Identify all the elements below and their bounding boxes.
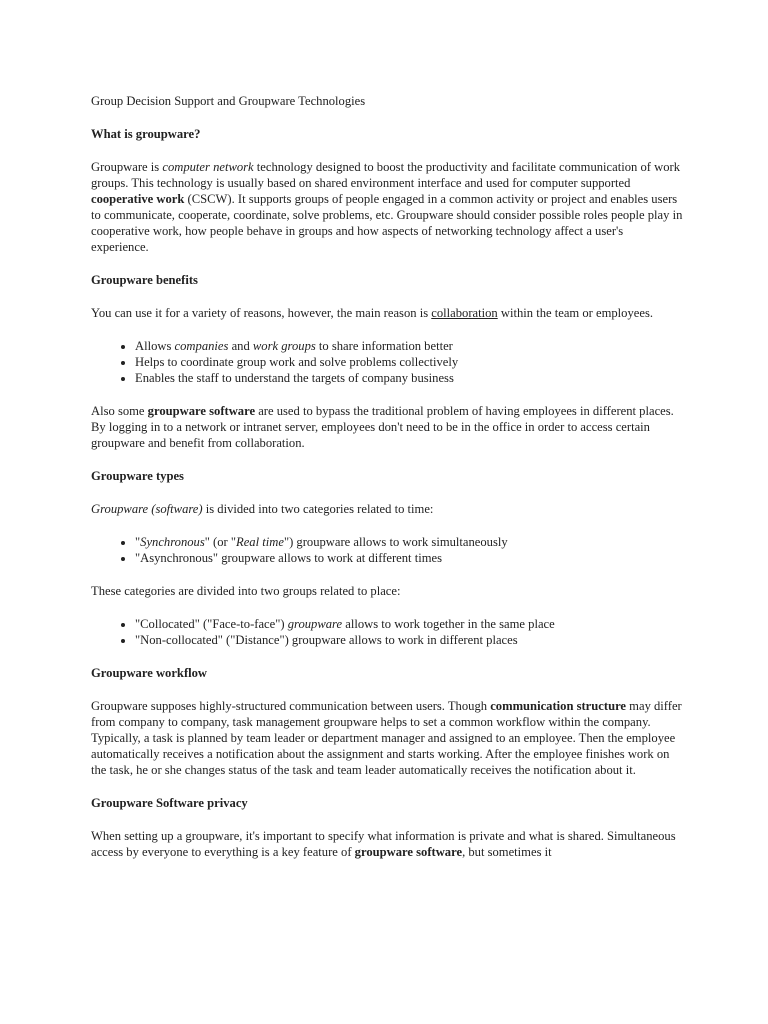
paragraph-definition: Groupware is computer network technology designed to boost the productivity and facilitate communication of work groups. This technology is usually based on shared environment interface and used for computer supported cooperative work (CSCW). It supports groups of people engaged in a common activity or project and enables users to communicate, cooperate, coordinate, solve problems, etc. Groupware should consider possible roles people play in cooperative work, how people behave in groups and how aspects of networking technology affect a user's experience. (91, 160, 683, 254)
paragraph-types-intro: Groupware (software) is divided into two categories related to time: (91, 502, 434, 516)
place-types-list (91, 616, 684, 648)
paragraph-workflow: Groupware supposes highly-structured communication between users. Though communication structure may differ from company to company, task management groupware helps to set a common workflow within the company. Typically, a task is planned by team leader or department manager and assigned to an employee. Then the employee automatically receives a notification about the assignment and starts working. After the employee finishes work on the task, he or she changes status of the task and team leader automatically receives the notification about it. (91, 699, 682, 777)
list-item: • "Asynchronous" groupware allows to work at different times (135, 550, 684, 566)
heading-groupware-benefits: Groupware benefits (91, 273, 198, 287)
time-types-list (91, 534, 684, 566)
list-item: • "Synchronous" (or "Real time") groupware allows to work simultaneously (135, 534, 684, 550)
heading-what-is-groupware: What is groupware? (91, 127, 201, 141)
paragraph-privacy: When setting up a groupware, it's important to specify what information is private and what is shared. Simultaneous access by everyone to everything is a key feature of groupware software, but sometimes it (91, 829, 676, 859)
benefits-list (91, 338, 684, 386)
heading-groupware-workflow: Groupware workflow (91, 666, 208, 680)
paragraph-groupware-software: Also some groupware software are used to bypass the traditional problem of having employees in different places. By logging in to a network or intranet server, employees don't need to be in the office in order to access certain groupware and benefit from collaboration. (91, 404, 674, 450)
paragraph-place-intro: These categories are divided into two groups related to place: (91, 584, 401, 598)
paragraph-benefits-intro: You can use it for a variety of reasons, however, the main reason is collaboration within the team or employees. (91, 306, 654, 320)
heading-groupware-types: Groupware types (91, 469, 184, 483)
list-item: • Enables the staff to understand the targets of company business (135, 370, 684, 386)
heading-software-privacy: Groupware Software privacy (91, 796, 248, 810)
list-item: • "Collocated" ("Face-to-face") groupware allows to work together in the same place (135, 616, 684, 632)
list-item: • Allows companies and work groups to share information better (135, 338, 684, 354)
document-title: Group Decision Support and Groupware Technologies (91, 94, 366, 108)
list-item: • "Non-collocated" ("Distance") groupware allows to work in different places (135, 632, 684, 648)
list-item: • Helps to coordinate group work and solve problems collectively (135, 354, 684, 370)
collaboration-link[interactable]: collaboration (431, 306, 498, 320)
